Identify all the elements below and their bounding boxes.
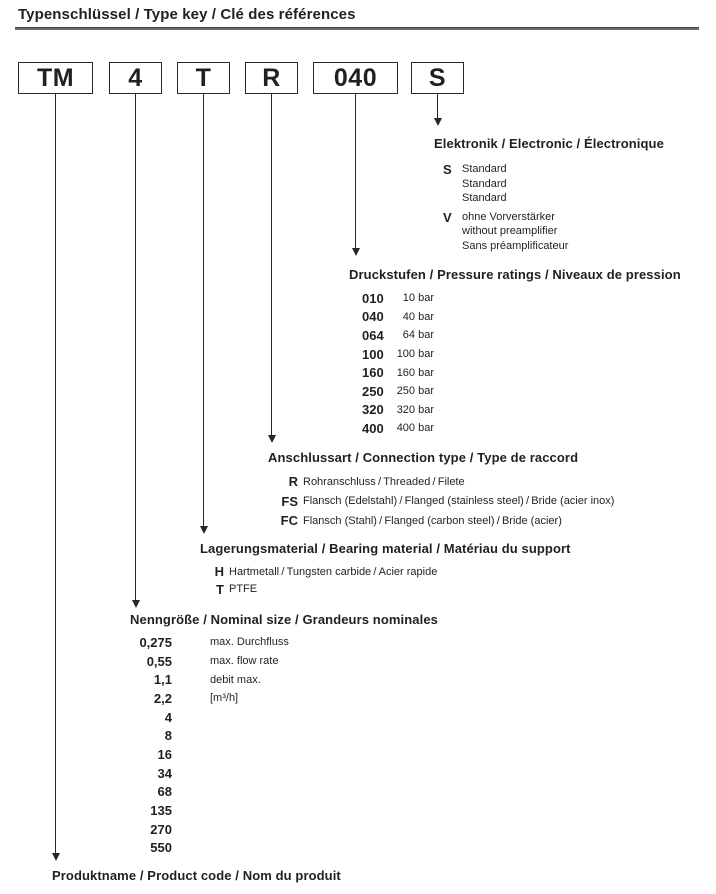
nominal-size-option bbox=[130, 670, 438, 689]
option-code: T bbox=[216, 581, 224, 597]
pressure-option bbox=[349, 419, 681, 438]
code-box-electronic bbox=[411, 62, 464, 94]
bearing-option bbox=[200, 581, 571, 599]
option-list bbox=[130, 633, 438, 857]
option-value: 135 bbox=[150, 803, 172, 819]
nominal-size-option bbox=[130, 652, 438, 671]
option-description: Hartmetall / Tungsten carbide / Acier rapide bbox=[229, 565, 438, 578]
option-value: 270 bbox=[150, 821, 172, 837]
pressure-option bbox=[349, 345, 681, 364]
code-box-label: TM bbox=[36, 63, 75, 92]
code-box-label: 040 bbox=[333, 63, 378, 92]
option-description: Flansch (Stahl) / Flanged (carbon steel) / Bride (acier) bbox=[303, 514, 562, 527]
option-description: Flansch (Edelstahl) / Flanged (stainless steel) / Bride (acier inox) bbox=[303, 495, 615, 508]
option-code: R bbox=[288, 474, 298, 490]
option-line: Standard bbox=[462, 177, 507, 190]
option-value: 34 bbox=[157, 765, 172, 781]
down-arrow-icon bbox=[268, 435, 276, 443]
section-electronic bbox=[434, 136, 664, 253]
option-code: H bbox=[214, 564, 224, 580]
option-value: 550 bbox=[150, 840, 172, 856]
option-line: Sans préamplificateur bbox=[462, 239, 569, 252]
option-value: 250 bar bbox=[396, 385, 434, 398]
connection-option bbox=[268, 511, 614, 531]
option-value: 68 bbox=[157, 784, 172, 800]
option-code: 040 bbox=[362, 309, 384, 325]
down-arrow-icon bbox=[434, 118, 442, 126]
nominal-size-option bbox=[130, 764, 438, 783]
section-connection-type bbox=[268, 450, 614, 531]
down-arrow-icon bbox=[52, 853, 60, 861]
option-description: max. Durchfluss bbox=[210, 636, 289, 649]
section-bearing-material bbox=[200, 541, 571, 598]
option-value: 40 bar bbox=[402, 310, 434, 323]
connector-line-electronic bbox=[437, 94, 439, 118]
option-value: 2,2 bbox=[153, 690, 172, 706]
nominal-size-option bbox=[130, 633, 438, 652]
option-line: ohne Vorverstärker bbox=[462, 210, 555, 223]
down-arrow-icon bbox=[200, 526, 208, 534]
option-value: 0,275 bbox=[139, 634, 172, 650]
nominal-size-option bbox=[130, 801, 438, 820]
option-value: 100 bar bbox=[396, 348, 434, 361]
option-value: 400 bar bbox=[396, 422, 434, 435]
section-title: Anschlussart / Connection type / Type de raccord bbox=[268, 450, 579, 465]
section-title: Nenngröße / Nominal size / Grandeurs nominales bbox=[130, 612, 438, 627]
pressure-option bbox=[349, 289, 681, 308]
pressure-option bbox=[349, 363, 681, 382]
electronic-option-s bbox=[434, 162, 664, 206]
down-arrow-icon bbox=[352, 248, 360, 256]
nominal-size-option bbox=[130, 689, 438, 708]
section-title: Produktname / Product code / Nom du produit bbox=[52, 868, 341, 883]
pressure-option bbox=[349, 308, 681, 327]
option-code: V bbox=[443, 209, 452, 225]
nominal-size-option bbox=[130, 745, 438, 764]
option-description: PTFE bbox=[229, 583, 258, 596]
option-list bbox=[434, 162, 664, 253]
code-box-label: R bbox=[262, 63, 281, 92]
pressure-option bbox=[349, 326, 681, 345]
option-value: 8 bbox=[164, 728, 172, 744]
option-code: FS bbox=[281, 493, 298, 509]
option-value: 64 bar bbox=[402, 329, 434, 342]
code-box-bearing bbox=[177, 62, 230, 94]
option-value: 10 bar bbox=[402, 292, 434, 305]
pressure-option bbox=[349, 401, 681, 420]
connection-option bbox=[268, 472, 614, 492]
code-box-label: 4 bbox=[128, 63, 143, 92]
connector-line-pressure bbox=[355, 94, 357, 248]
nominal-size-option bbox=[130, 726, 438, 745]
option-value: 16 bbox=[157, 746, 172, 762]
option-list bbox=[268, 472, 614, 531]
option-description bbox=[462, 210, 568, 254]
option-description: debit max. bbox=[210, 673, 261, 686]
nominal-size-option bbox=[130, 783, 438, 802]
option-list bbox=[349, 289, 681, 438]
connection-option bbox=[268, 492, 614, 512]
nominal-size-option bbox=[130, 820, 438, 839]
section-title: Druckstufen / Pressure ratings / Niveaux de pression bbox=[349, 267, 681, 282]
code-box-product bbox=[18, 62, 93, 94]
option-value: 4 bbox=[164, 709, 172, 725]
connector-line-bearing bbox=[203, 94, 205, 526]
section-nominal-size bbox=[130, 612, 438, 857]
option-value: 320 bar bbox=[396, 403, 434, 416]
code-box-connection bbox=[245, 62, 298, 94]
down-arrow-icon bbox=[132, 600, 140, 608]
option-description bbox=[462, 162, 507, 206]
option-code: 010 bbox=[362, 290, 384, 306]
option-description: max. flow rate bbox=[210, 655, 279, 668]
bearing-option bbox=[200, 563, 571, 581]
nominal-size-option bbox=[130, 708, 438, 727]
code-box-pressure bbox=[313, 62, 398, 94]
option-code: S bbox=[443, 162, 452, 177]
code-box-label: S bbox=[428, 63, 447, 92]
electronic-option-v bbox=[434, 210, 664, 254]
code-box-label: T bbox=[195, 63, 212, 92]
option-code: 160 bbox=[362, 365, 384, 381]
option-list bbox=[200, 563, 571, 598]
section-title: Lagerungsmaterial / Bearing material / Matériau du support bbox=[200, 541, 571, 556]
title-rule bbox=[15, 27, 699, 30]
option-value: 1,1 bbox=[153, 672, 172, 688]
section-product-name bbox=[52, 868, 341, 883]
option-code: 064 bbox=[362, 327, 384, 343]
option-line: Standard bbox=[462, 163, 507, 175]
option-line: without preamplifier bbox=[462, 225, 558, 237]
page-title: Typenschlüssel / Type key / Clé des références bbox=[18, 6, 356, 23]
option-code: 320 bbox=[362, 402, 384, 418]
section-title: Elektronik / Electronic / Électronique bbox=[434, 136, 664, 151]
connector-line-size bbox=[135, 94, 137, 600]
section-pressure-ratings bbox=[349, 267, 681, 438]
option-code: 250 bbox=[362, 383, 384, 399]
option-description: [m³/h] bbox=[210, 692, 239, 705]
option-code: FC bbox=[280, 513, 298, 529]
option-line: Standard bbox=[462, 192, 507, 204]
connector-line-product bbox=[55, 94, 57, 853]
option-description: Rohranschluss / Threaded / Filete bbox=[303, 475, 465, 488]
option-code: 400 bbox=[362, 420, 384, 436]
code-box-size bbox=[109, 62, 162, 94]
nominal-size-option bbox=[130, 839, 438, 858]
connector-line-connection bbox=[271, 94, 273, 435]
option-value: 0,55 bbox=[146, 653, 172, 669]
pressure-option bbox=[349, 382, 681, 401]
option-value: 160 bar bbox=[396, 366, 434, 379]
option-code: 100 bbox=[362, 346, 384, 362]
